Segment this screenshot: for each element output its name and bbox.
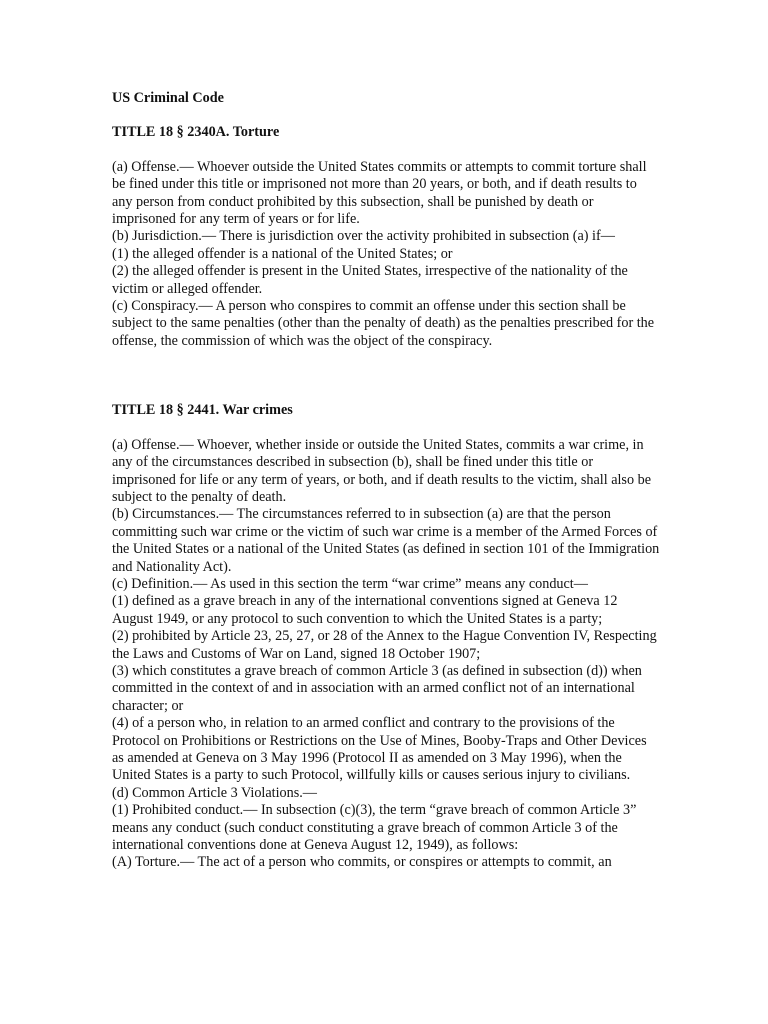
paragraph: (d) Common Article 3 Violations.— [112, 784, 317, 801]
document-body [112, 90, 660, 872]
document-title: US Criminal Code [112, 90, 224, 106]
paragraph: (a) Offense.— Whoever outside the United States commits or attempts to commit torture shall be fined under this title or imprisoned not more than 20 years, or both, and if death results to any person from conduct prohibited by this subsection, shall be punished by death or imprisoned for any term of years or for life. [112, 158, 647, 228]
paragraph: (1) the alleged offender is a national of the United States; or [112, 245, 453, 262]
paragraph: (A) Torture.— The act of a person who commits, or conspires or attempts to commit, an [112, 854, 612, 871]
paragraph: (3) which constitutes a grave breach of common Article 3 (as defined in subsection (d)) when committed in the context of and in association with an armed conflict not of an international character; or [112, 662, 642, 714]
paragraph: (4) of a person who, in relation to an armed conflict and contrary to the provisions of the Protocol on Prohibitions or Restrictions on the Use of Mines, Booby-Traps and Other Devices as amended at Geneva on 3 May 1996 (Protocol II as amended on 3 May 1996), when the United States is a party to such Protocol, willfully kills or causes serious injury to civilians. [112, 715, 647, 784]
paragraph: (a) Offense.— Whoever, whether inside or outside the United States, commits a war crime, in any of the circumstances described in subsection (b), shall be fined under this title or imprisoned for life or any term of years, or both, and if death results to the victim, shall also be subject to the penalty of death. [112, 436, 651, 505]
paragraph: (1) Prohibited conduct.— In subsection (c)(3), the term “grave breach of common Article 3” means any conduct (such conduct constituting a grave breach of common Article 3 of the international conventions done at Geneva August 12, 1949), as follows: [112, 802, 637, 854]
section-torture [112, 124, 660, 350]
paragraph: (2) prohibited by Article 23, 25, 27, or 28 of the Annex to the Hague Convention IV, Respecting the Laws and Customs of War on Land, signed 18 October 1907; [112, 628, 657, 662]
paragraph: (b) Jurisdiction.— There is jurisdiction over the activity prohibited in subsection (a) if— [112, 228, 615, 245]
paragraph: (1) defined as a grave breach in any of the international conventions signed at Geneva 12 August 1949, or any protocol to such convention to which the United States is a party; [112, 593, 618, 627]
paragraph: (2) the alleged offender is present in the United States, irrespective of the nationality of the victim or alleged offender. [112, 263, 628, 297]
section-spacer [112, 350, 660, 402]
section-heading: TITLE 18 § 2340A. Torture [112, 124, 280, 141]
paragraph: (c) Conspiracy.— A person who conspires to commit an offense under this section shall be subject to the same penalties (other than the penalty of death) as the penalties prescribed for the offense, the commission of which was the object of the conspiracy. [112, 298, 655, 349]
paragraph: (c) Definition.— As used in this section the term “war crime” means any conduct— [112, 575, 588, 592]
section-war-crimes [112, 402, 660, 872]
paragraph: (b) Circumstances.— The circumstances referred to in subsection (a) are that the person committing such war crime or the victim of such war crime is a member of the Armed Forces of the United States or a national of the United States (as defined in section 101 of the Immigration and Nationality Act). [112, 506, 660, 575]
section-heading: TITLE 18 § 2441. War crimes [112, 402, 293, 419]
